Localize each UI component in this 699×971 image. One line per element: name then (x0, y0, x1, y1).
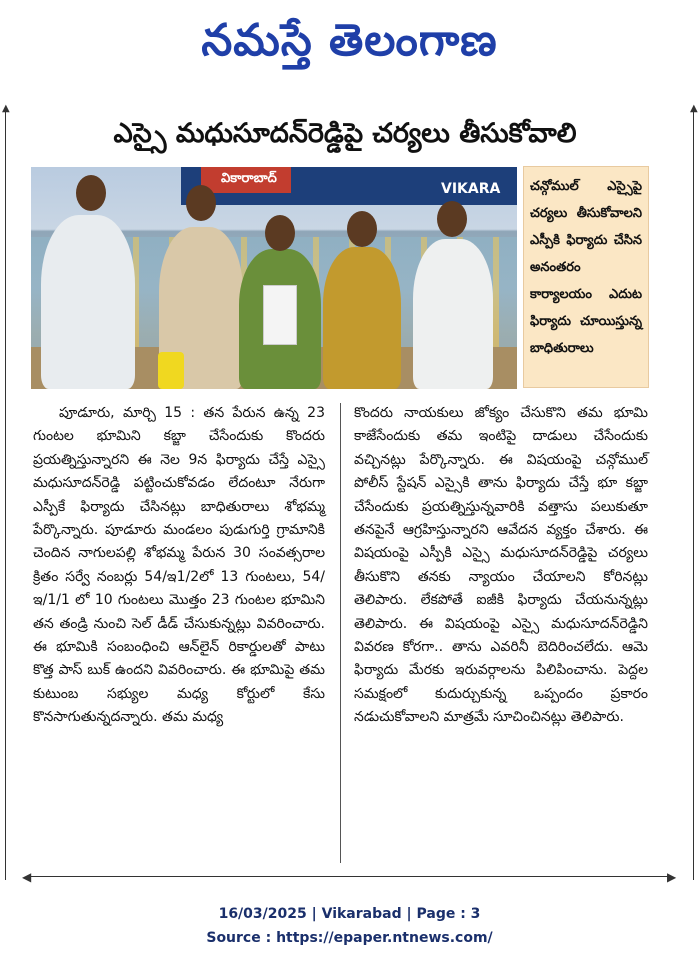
newspaper-masthead: నమస్తే తెలంగాణ (201, 15, 498, 66)
person-head (265, 215, 295, 251)
article-photo (31, 167, 517, 389)
person-figure (41, 215, 135, 389)
person-head (186, 185, 216, 221)
article-headline: ఎస్సై మధుసూదన్‌రెడ్డిపై చర్యలు తీసుకోవాలి (113, 118, 577, 149)
photo-caption: చన్గోముల్ ఎస్సైపై చర్యలు తీసుకోవాలని ఎస్పీకి ఫిర్యాదు చేసిన అనంతరం కార్యాలయం ఎదుట ఫిర్యాదు చూయిస్తున్న బాధితురాలు (523, 166, 649, 388)
article-column-right: కొందరు నాయకులు జోక్యం చేసుకొని తమ భూమి కాజేసేందుకు తమ ఇంటిపై దాడులు చేసేందుకు వచ్చినట్లు పేర్కొన్నారు. ఈ విషయంపై చన్గోముల్ పోలీస్ స్టేషన్ ఎస్సైకి తాను ఫిర్యాదు చేస్తే భూ కబ్జా చేసేందుకు ప్రయత్నిస్తున్నవారికి వత్తాసు పలుకుతూ తనపైనే ఆగ్రహిస్తున్నారని ఆవేదన వ్యక్తం చేశారు. ఈ విషయంపై ఎస్పీకి ఎస్సై మధుసూదన్‌రెడ్డిపై చర్యలు తీసుకొని తనకు న్యాయం చేయాలని కోరినట్లు తెలిపారు. లేకపోతే ఐజీకి ఫిర్యాదు చేయనున్నట్లు తెలిపారు. ఈ విషయంపై ఎస్సై మధుసూదన్‌రెడ్డిని వివరణ కోరగా.. తాను ఎవరినీ బెదిరించలేదు. ఆమె ఫిర్యాదు మేరకు ఇరువర్గాలను పిలిపించాను. పెద్దల సమక్షంలో కుదుర్చుకున్న ఒప్పందం ప్రకారం నడుచుకోవాలని మాత్రమే సూచించినట్లు తెలిపారు. (354, 405, 648, 726)
person-head (347, 211, 377, 247)
photo-banner-text-right: VIKARA (441, 181, 501, 197)
person-head (437, 201, 467, 237)
clip-arrow-top-left-icon: ▲ (2, 103, 10, 114)
footer-date: 16/03/2025 (218, 906, 307, 922)
column-divider (340, 403, 341, 863)
clip-border-bottom (30, 876, 670, 877)
footer-sep: | (406, 906, 417, 922)
footer-source (0, 930, 699, 946)
clip-arrow-top-right-icon: ▲ (690, 103, 698, 114)
article-column-left: పూడూరు, మార్చి 15 : తన పేరున ఉన్న 23 గుంటల భూమిని కబ్జా చేసేందుకు కొందరు ప్రయత్నిస్తున్నారని ఈ నెల 9న ఫిర్యాదు చేస్తే ఎస్సై మధుసూదన్‌రెడ్డి పట్టించుకోవడం లేదంటూ నేరుగా ఎస్పీకే ఫిర్యాదు చేసినట్లు బాధితురాలు శోభమ్మ పేర్కొన్నారు. పూడూరు మండలం పుడుగుర్తి గ్రామానికి చెందిన నాగులపల్లి శోభమ్మ పేరున 30 సంవత్సరాల క్రితం సర్వే నంబర్లు 54/ఇ1/2లో 13 గుంటలు, 54/ఇ/1/1 లో 10 గుంటలు మొత్తం 23 గుంటల భూమిని తన తండ్రి నుంచి సెల్ డీడ్ చేసుకున్నట్లు వివరించారు. ఈ భూమికి సంబంధించి ఆన్‌లైన్ రికార్డులతో పాటు కొత్త పాస్ బుక్ ఉందని వివరించారు. ఈ భూమిపై తమ కుటుంబ సభ్యుల మధ్య కోర్టులో కేసు కొనసాగుతున్నదన్నారు. తమ మధ్య (33, 405, 325, 726)
complaint-paper (263, 285, 297, 345)
footer-sep: | (311, 906, 322, 922)
person-figure (323, 247, 401, 389)
clip-border-right (693, 110, 694, 880)
clip-arrow-bottom-right-icon: ▶ (667, 870, 677, 884)
clip-border-left (5, 110, 6, 880)
footer-source-label: Source : (206, 930, 272, 946)
footer-source-url[interactable]: https://epaper.ntnews.com/ (276, 930, 493, 946)
person-head (76, 175, 106, 211)
footer-meta (0, 906, 699, 922)
person-figure (413, 239, 493, 389)
footer-page: Page : 3 (416, 906, 481, 922)
footer-place: Vikarabad (321, 906, 402, 922)
yellow-bag (158, 352, 184, 389)
clip-arrow-bottom-left-icon: ◀ (22, 870, 32, 884)
photo-banner-text: వికారాబాద్ (221, 171, 277, 186)
